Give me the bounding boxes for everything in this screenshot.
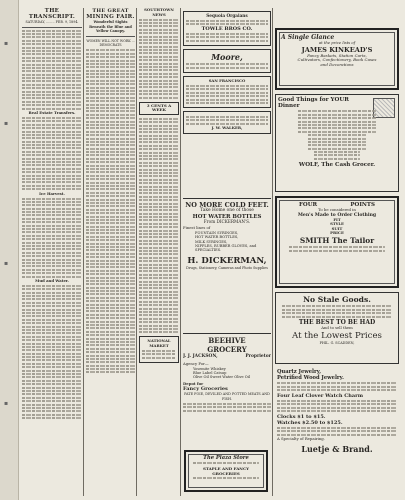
edge-mark: ▪ <box>4 40 9 47</box>
column-3 <box>139 8 179 496</box>
edge-mark: ▪ <box>4 120 9 127</box>
headline: SOUTHTOWN NEWS <box>144 8 174 17</box>
ad-jewelry: Quartz Jewelry, Petrified Wood Jewelry. Four Leaf Clover Watch Charm Clocks $1 to $15. Watches $2.50 to $125. A Specialty of Repairing. Luetje & Brand. <box>275 367 399 492</box>
headline-2: MINING FAIR. <box>86 14 135 20</box>
subhead-1: Wonderful Sights Beneath the Blue and Yellow Canopy. <box>89 20 132 34</box>
masthead: THE TRANSCRIPT. <box>28 8 76 20</box>
article-head: Mud and Water. <box>35 277 69 283</box>
article-head: Real Estate Transfers. <box>28 109 76 115</box>
edge-mark: ▪ <box>4 260 9 267</box>
moore-ad: Moore, <box>183 49 271 73</box>
decoration-icon <box>373 98 395 118</box>
market-ad: NATIONAL MARKET <box>139 336 179 363</box>
column-1 <box>22 8 82 496</box>
ad-kinkead: A Single Glance at the price lists of JAMES KINKEAD'S Fancy Baskets, Station Carts, Cultivators, Confectionery, Book Cases and Decorations <box>275 28 399 90</box>
binding-edge <box>0 0 19 500</box>
headline-1: THE GREAT <box>92 8 129 14</box>
towle-ad: Sequoia Orgaians TOWLE BROS CO. <box>183 11 271 46</box>
ad-good-things: Good Things for YOUR Dinner WOLF, The Cash Grocer. <box>275 94 399 192</box>
walker-ad: J. W. WALKER, <box>183 111 271 133</box>
subhead-2: WOMEN WILL NOT WORK ... DEMOCRATS <box>86 38 135 48</box>
ad-stale-goods: No Stale Goods. THE BEST TO BE HAD And to sell them At the Lowest Prices PHIL. G. SCADDEN, <box>275 292 399 364</box>
cents-ad: 3 CENTS A WEEK <box>139 102 179 115</box>
column-4 <box>183 8 271 198</box>
ad-cold-feet: NO MORE COLD FEET. Take Home one of those HOT WATER BOTTLES From DICKERMAN'S. Finest lines of FOUNTAIN SYRINGES, HOT WATER BOTTLES, MILK SYRINGES, NIPPLES, RUBBER GLOVES, and SPECIALTIES. H. DICKERMAN, Drugs, Stationery, Cameras and Photo Supplies <box>183 198 271 331</box>
edge-mark: ▪ <box>4 400 9 407</box>
dateline: SATURDAY, ........ FEB. 9, 1894. <box>25 20 79 24</box>
sf-ad: SAN FRANCISCO <box>183 76 271 108</box>
ad-beehive: BEEHIVE GROCERY J. J. JACKSON, Proprietor Agency For— Yosemite Whiskey Blue Label Catsup Olive Oil Sweet Water Olive Oil Depot for Fancy Groceries PATE FOIE, DEVILED AND POTTED MEATS AND FISH. <box>183 333 271 449</box>
ad-four-points: FOUR POINTS To be considered in Men's Made to Order Clothing FIT STYLE SUIT PRICE SMITH The Tailor <box>275 196 399 288</box>
ad-plaza: The Plaza Store STAPLE AND FANCY GROCERIES <box>184 450 268 492</box>
column-2 <box>86 8 135 496</box>
article-head: Ice Harvest. <box>39 190 65 196</box>
